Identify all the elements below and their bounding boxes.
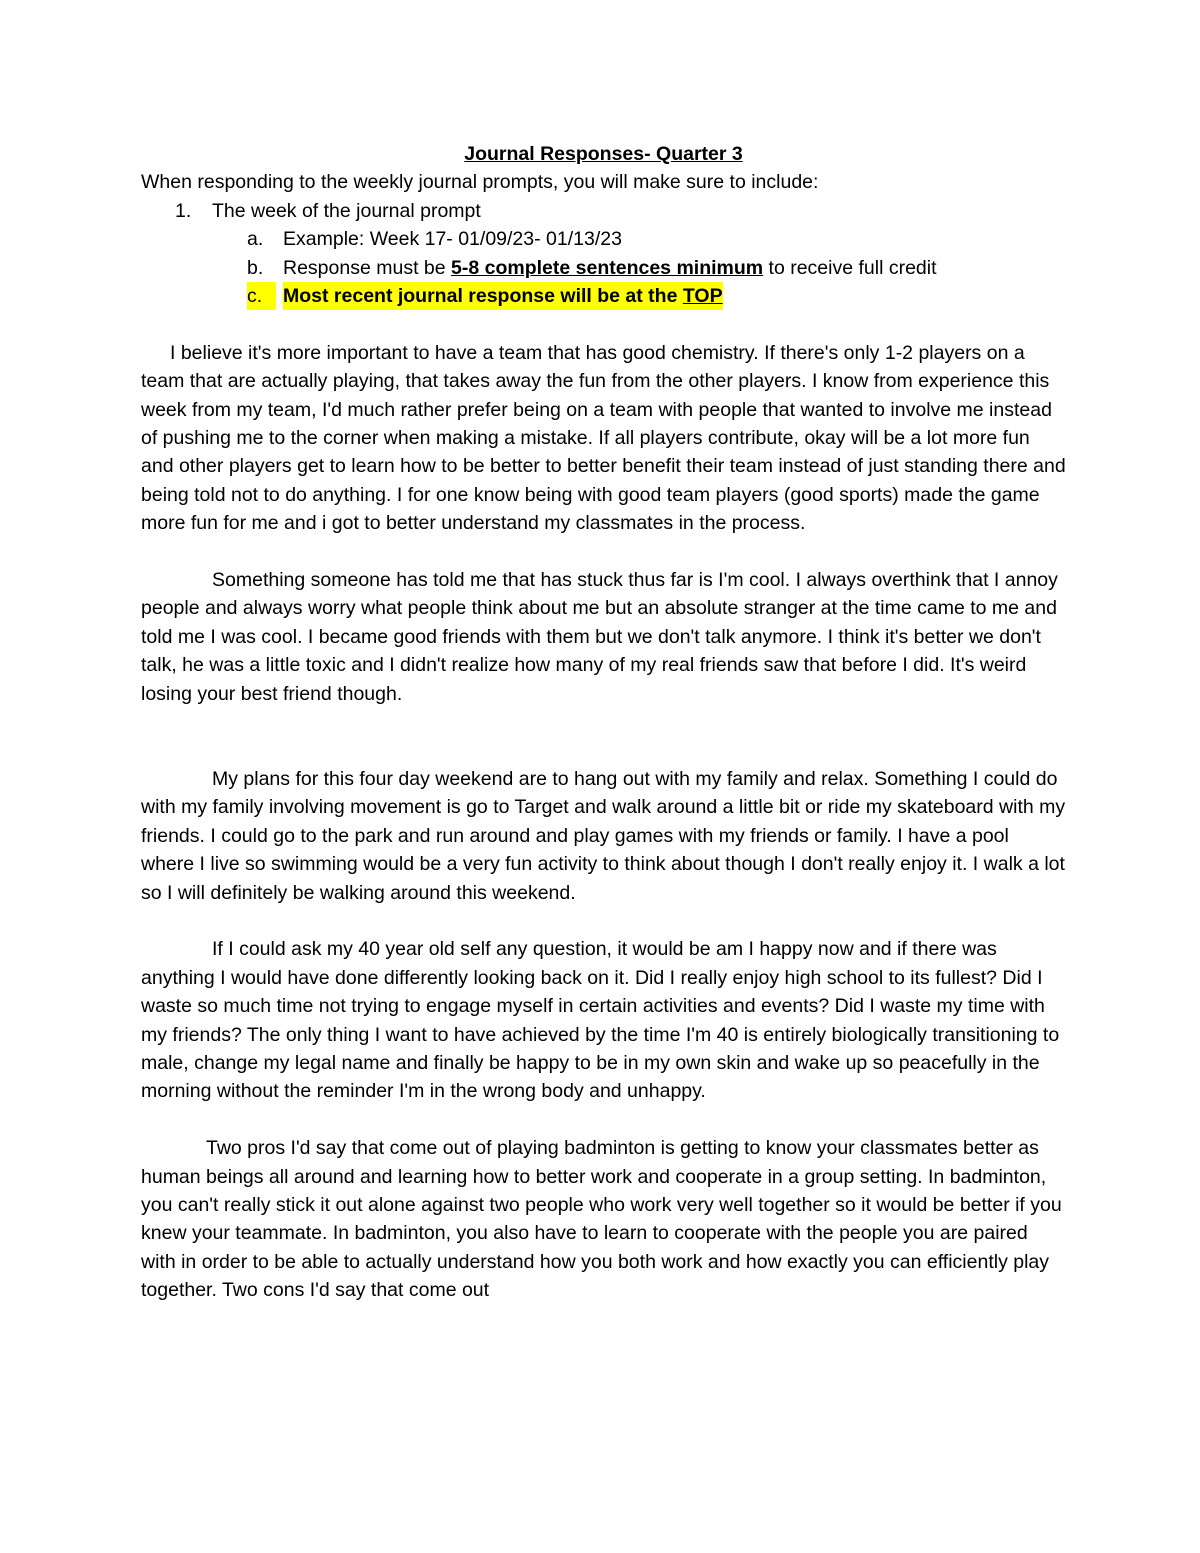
document-body	[141, 140, 1066, 1305]
sub-list-marker: b.	[247, 256, 264, 279]
journal-response-future-self: If I could ask my 40 year old self any question, it would be am I happy now and if there was anything I would have done differently looking back on it. Did I really enjoy high school to its fullest? Did I waste so much time not trying to engage myself in certain activities and events? Did I waste my time with my friends? The only thing I want to have achieved by the time I'm 40 is entirely biologically transitioning to male, change my legal name and finally be happy to be in my own skin and wake up so peacefully in the morning without the reminder I'm in the wrong body and unhappy.	[141, 938, 1060, 1103]
highlighted-instruction	[283, 282, 723, 310]
journal-response-weekend-plans: My plans for this four day weekend are to hang out with my family and relax. Something I could do with my family involving movement is go to Target and walk around a little bit or ride my skateboard with my friends. I could go to the park and run around and play games with my friends or family. I have a pool where I live so swimming would be a very fun activity to think about though I don't really enjoy it. I walk a lot so I will definitely be walking around this weekend.	[141, 767, 1066, 904]
journal-response-badminton: Two pros I'd say that come out of playing badminton is getting to know your classmates better as human beings all around and learning how to better work and cooperate in a group setting. In badminton, you can't really stick it out alone against two people who work very well together so it would be better if you knew your teammate. In badminton, you also have to learn to cooperate with the people you are paired with in order to be able to actually understand how you both work and how exactly you can efficiently play together. Two cons I'd say that come out	[141, 1137, 1062, 1302]
list-item-week	[141, 197, 1066, 225]
list-item-text: The week of the journal prompt	[212, 199, 481, 222]
sub-list-marker: c.	[247, 282, 276, 310]
instructions-intro: When responding to the weekly journal prompts, you will make sure to include:	[141, 171, 819, 194]
document-title: Journal Responses- Quarter 3	[464, 143, 743, 165]
sentence-requirement-emphasis: 5-8 complete sentences minimum	[451, 256, 764, 279]
top-emphasis: TOP	[682, 285, 723, 308]
sub-item-example	[141, 225, 1066, 253]
journal-response-team-chemistry: I believe it's more important to have a team that has good chemistry. If there's only 1-2 players on a team that are actually playing, that takes away the fun from the other players. I know from experience this week from my team, I'd much rather prefer being on a team with people that wanted to involve me instead of pushing me to the corner when making a mistake. If all players contribute, okay will be a lot more fun and other players get to learn how to be better to better benefit their team instead of just standing there and being told not to do anything. I for one know being with good team players (good sports) made the game more fun for me and i got to better understand my classmates in the process.	[141, 341, 1066, 535]
sub-item-most-recent-top	[141, 282, 1066, 310]
sub-item-prefix: Response must be	[283, 256, 452, 279]
sub-item-suffix: to receive full credit	[763, 256, 937, 279]
sub-list-marker: a.	[247, 228, 264, 251]
sub-item-text: Example: Week 17- 01/09/23- 01/13/23	[283, 228, 622, 251]
highlighted-prefix: Most recent journal response will be at the	[283, 285, 683, 308]
sub-item-response-length	[141, 254, 1066, 282]
list-marker: 1.	[175, 199, 192, 222]
sub-item-text	[141, 254, 1066, 282]
journal-response-advice: Something someone has told me that has stuck thus far is I'm cool. I always overthink that I annoy people and always worry what people think about me but an absolute stranger at the time came to me and told me I was cool. I became good friends with them but we don't talk anymore. I think it's better we don't talk, he was a little toxic and I didn't realize how many of my real friends saw that before I did. It's weird losing your best friend though.	[141, 569, 1058, 705]
